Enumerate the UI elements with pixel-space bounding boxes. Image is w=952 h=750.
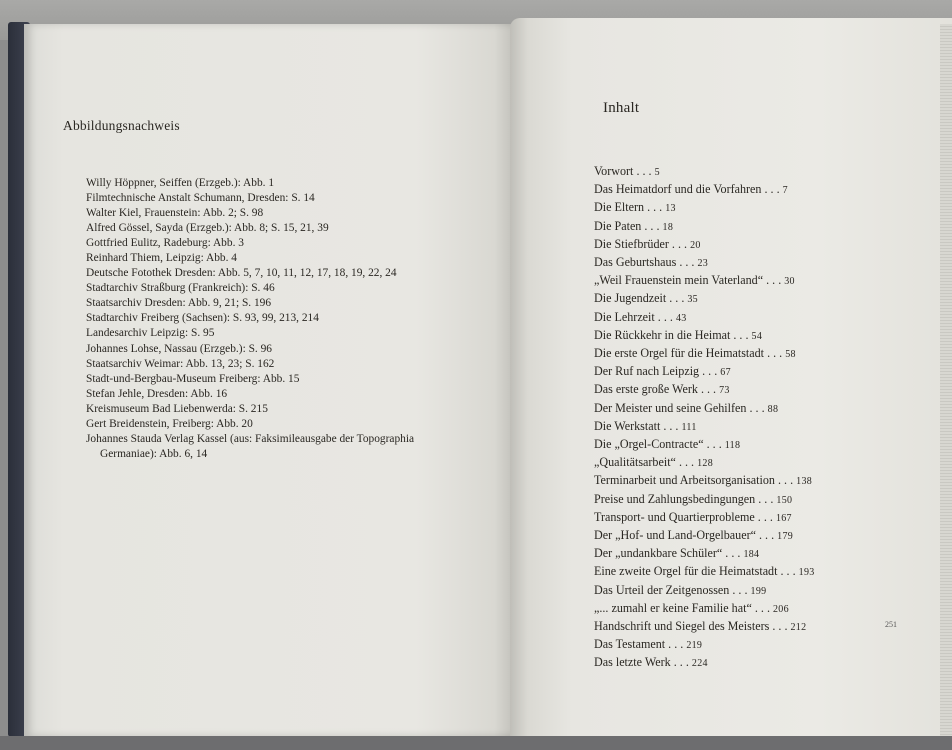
toc-entry-page: 7 <box>782 185 788 197</box>
toc-leader: . . . <box>722 546 744 561</box>
toc-entry <box>594 618 894 636</box>
toc-entry-page: 128 <box>697 458 714 470</box>
toc-entry-title: „Weil Frauenstein mein Vaterland“ <box>594 273 764 288</box>
toc-entry-page: 150 <box>776 494 793 506</box>
toc-entry <box>594 509 894 527</box>
toc-entry-title: Das letzte Werk <box>594 655 671 670</box>
toc-entry-page: 18 <box>662 221 674 233</box>
toc-leader: . . . <box>764 346 786 361</box>
toc-leader: . . . <box>641 218 663 233</box>
credits-list <box>86 176 466 462</box>
toc-entry <box>594 545 894 563</box>
toc-leader: . . . <box>670 655 692 670</box>
toc-entry <box>594 290 894 308</box>
toc-entry-title: Die Lehrzeit <box>594 309 655 324</box>
toc-entry-title: Die erste Orgel für die Heimatstadt <box>594 346 765 361</box>
toc-entry-title: Das Heimatdorf und die Vorfahren <box>594 182 762 197</box>
toc-entry-page: 20 <box>690 239 701 251</box>
toc-entry-page: 58 <box>785 349 796 361</box>
toc-entry-page: 111 <box>681 421 697 433</box>
toc-leader: . . . <box>633 164 655 178</box>
toc-leader: . . . <box>777 564 799 579</box>
toc-entry <box>594 563 894 581</box>
toc-entry-page: 193 <box>798 567 815 579</box>
credit-line: Filmtechnische Anstalt Schumann, Dresden: S. 14 <box>86 192 315 205</box>
toc-leader: . . . <box>668 236 691 251</box>
toc-entry-title: Der Meister und seine Gehilfen <box>594 400 747 415</box>
page-edges <box>940 24 952 740</box>
toc-entry-title: Vorwort <box>594 164 634 178</box>
credit-line: Walter Kiel, Frauenstein: Abb. 2; S. 98 <box>86 207 264 220</box>
toc-entry <box>594 454 894 472</box>
toc-entry-page: 199 <box>750 585 767 597</box>
toc-leader: . . . <box>746 400 768 415</box>
toc-entry-title: Das Urteil der Zeitgenossen <box>594 582 730 597</box>
toc-entry <box>594 491 894 509</box>
credit-line: Johannes Lohse, Nassau (Erzgeb.): S. 96 <box>86 342 273 355</box>
toc-entry <box>594 600 894 618</box>
credit-line: Alfred Gössel, Sayda (Erzgeb.): Abb. 8; S. 15, 21, 39 <box>86 222 329 235</box>
credits-heading: Abbildungsnachweis <box>63 118 180 133</box>
toc-entry <box>594 181 894 199</box>
toc-entry-title: Die Stiefbrüder <box>594 236 669 251</box>
toc-leader: . . . <box>730 327 752 342</box>
toc-leader: . . . <box>703 437 725 452</box>
toc-entry-title: Die Rückkehr in die Heimat <box>594 327 731 342</box>
toc-leader: . . . <box>761 182 783 197</box>
toc-leader: . . . <box>676 255 698 270</box>
toc-entry <box>594 636 894 654</box>
page-number: 251 <box>885 620 897 629</box>
toc-leader: . . . <box>644 200 666 215</box>
credit-line: Stadtarchiv Straßburg (Frankreich): S. 46 <box>86 282 275 295</box>
toc-leader: . . . <box>754 509 776 524</box>
toc-entry-title: Die Jugendzeit <box>594 291 667 306</box>
credit-line: Kreismuseum Bad Liebenwerda: S. 215 <box>86 402 268 415</box>
toc-entry-title: Der „undankbare Schüler“ <box>594 546 723 561</box>
toc-entry-page: 219 <box>686 640 703 652</box>
toc-entry-title: Terminarbeit und Arbeitsorganisation <box>594 473 775 488</box>
toc-entry-page: 167 <box>775 512 792 524</box>
toc-leader: . . . <box>675 455 698 470</box>
toc-leader: . . . <box>699 364 721 379</box>
toc-entry-page: 35 <box>687 294 698 306</box>
credit-line: Stadt-und-Bergbau-Museum Freiberg: Abb. 15 <box>86 372 300 385</box>
toc-entry-title: Eine zweite Orgel für die Heimatstadt <box>594 564 778 579</box>
credit-line: Reinhard Thiem, Leipzig: Abb. 4 <box>86 252 238 265</box>
toc-entry-page: 13 <box>665 203 676 215</box>
toc-entry <box>594 272 894 290</box>
toc-entry-title: Das Geburtshaus <box>594 255 677 270</box>
toc-entry-page: 88 <box>767 403 779 415</box>
toc-entry-title: Die Paten <box>594 218 642 233</box>
toc-entry <box>594 472 894 490</box>
toc-entry-title: Preise und Zahlungsbedingungen <box>594 491 756 506</box>
credit-line: Stadtarchiv Freiberg (Sachsen): S. 93, 99, 213, 214 <box>86 312 319 325</box>
toc-leader: . . . <box>751 600 773 615</box>
toc-entry <box>594 163 894 181</box>
toc-entry <box>594 436 894 454</box>
toc-entry <box>594 218 894 236</box>
credit-line: Willy Höppner, Seiffen (Erzgeb.): Abb. 1 <box>86 177 275 189</box>
toc-entry <box>594 654 894 672</box>
toc-leader: . . . <box>665 637 687 652</box>
credit-line: Landesarchiv Leipzig: S. 95 <box>86 327 215 340</box>
toc-leader: . . . <box>755 528 778 543</box>
toc-entry <box>594 400 894 418</box>
toc-entry-page: 184 <box>743 549 760 561</box>
toc-entry <box>594 236 894 254</box>
toc-entry <box>594 582 894 600</box>
toc-entry-page: 5 <box>654 167 660 178</box>
toc-entry-page: 118 <box>724 440 741 452</box>
toc-entry <box>594 199 894 217</box>
toc-leader: . . . <box>755 491 777 506</box>
toc-entry-page: 23 <box>697 258 709 270</box>
credit-line: Staatsarchiv Weimar: Abb. 13, 23; S. 162 <box>86 357 275 370</box>
toc-entry <box>594 327 894 345</box>
toc-entry-page: 43 <box>675 312 687 324</box>
toc-entry-page: 54 <box>751 330 763 342</box>
toc-leader: . . . <box>654 309 676 324</box>
toc-entry <box>594 309 894 327</box>
credit-line: Stefan Jehle, Dresden: Abb. 16 <box>86 387 228 400</box>
toc-entry-page: 212 <box>790 622 807 634</box>
toc-leader: . . . <box>666 291 688 306</box>
toc-entry <box>594 527 894 545</box>
toc-entry <box>594 381 894 399</box>
credit-line: Gottfried Eulitz, Radeburg: Abb. 3 <box>86 237 244 250</box>
toc-entry <box>594 254 894 272</box>
background-bottom <box>0 736 952 750</box>
toc-entry-page: 224 <box>691 658 708 670</box>
credit-line: Staatsarchiv Dresden: Abb. 9, 21; S. 196 <box>86 297 272 310</box>
toc-entry-title: Der Ruf nach Leipzig <box>594 364 700 379</box>
toc-entry-title: Transport- und Quartierprobleme <box>594 509 755 524</box>
toc-entry-page: 179 <box>777 531 794 543</box>
toc-entry-title: Die „Orgel-Contracte“ <box>594 437 704 452</box>
toc-entry-title: „... zumahl er keine Familie hat“ <box>594 600 752 615</box>
toc-entry-page: 30 <box>784 276 795 288</box>
toc-leader: . . . <box>660 418 682 433</box>
toc-entry-title: Handschrift und Siegel des Meisters <box>594 619 770 634</box>
toc-heading: Inhalt <box>603 100 640 116</box>
credit-line: Gert Breidenstein, Freiberg: Abb. 20 <box>86 417 253 430</box>
toc-entry-page: 73 <box>719 385 730 397</box>
toc-entry-title: „Qualitätsarbeit“ <box>594 455 676 470</box>
toc-leader: . . . <box>729 582 751 597</box>
toc-entry-page: 206 <box>773 603 789 615</box>
toc-leader: . . . <box>769 619 791 634</box>
credit-line: Johannes Stauda Verlag Kassel (aus: Faksimileausgabe der Topographia <box>86 432 415 445</box>
toc-leader: . . . <box>697 382 720 397</box>
toc-leader: . . . <box>774 473 797 488</box>
toc-entry <box>594 363 894 381</box>
toc-entry-title: Die Werkstatt <box>594 418 661 433</box>
toc-entry-title: Das erste große Werk <box>594 382 698 397</box>
toc-entry-page: 67 <box>720 367 731 379</box>
credit-line: Germaniae): Abb. 6, 14 <box>100 447 208 460</box>
toc-entry-title: Die Eltern <box>594 200 645 215</box>
toc-entry-title: Das Testament <box>594 637 666 652</box>
toc-entry <box>594 345 894 363</box>
toc-leader: . . . <box>763 273 785 288</box>
toc-entry-page: 138 <box>796 476 813 488</box>
credit-line: Deutsche Fotothek Dresden: Abb. 5, 7, 10, 11, 12, 17, 18, 19, 22, 24 <box>86 267 397 280</box>
toc-entry <box>594 418 894 436</box>
toc-entry-title: Der „Hof- und Land-Orgelbauer“ <box>594 528 756 543</box>
table-of-contents <box>594 163 894 673</box>
